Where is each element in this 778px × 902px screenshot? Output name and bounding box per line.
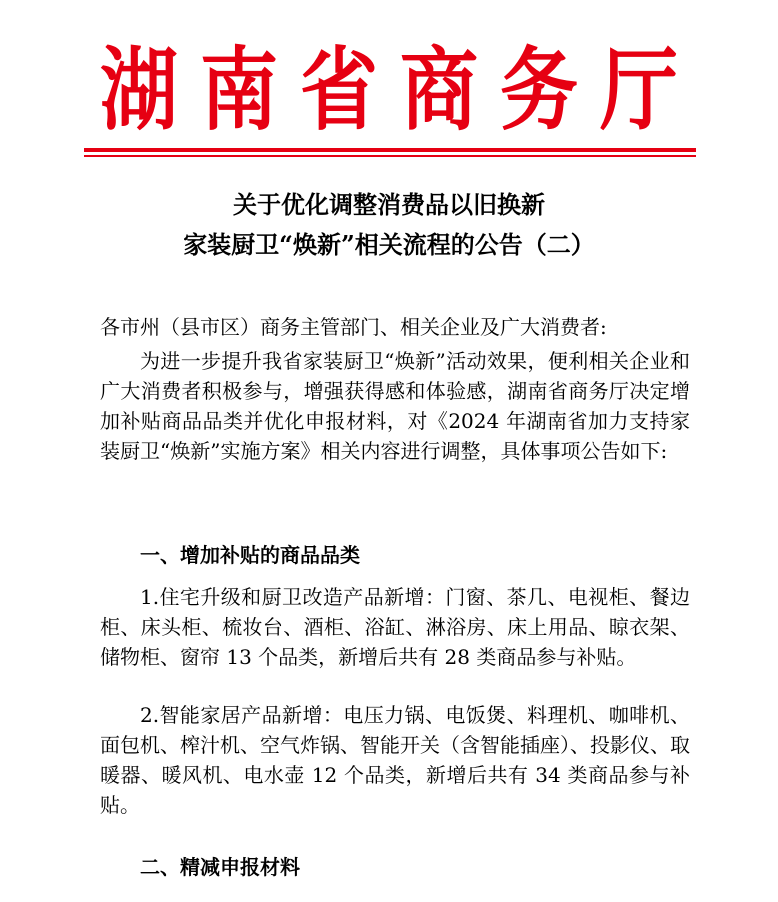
- section-2-heading: 二、精减申报材料: [140, 855, 300, 879]
- intro-paragraph: 为进一步提升我省家装厨卫“焕新”活动效果，便利相关企业和广大消费者积极参与，增强获得感和体验感，湖南省商务厅决定增加补贴商品品类并优化申报材料，对《2024 年湖南省加力支持家装厨卫“焕新”实施方案》相关内容进行调整，具体事项公告如下:: [100, 349, 690, 463]
- section-1-item-1: 1.住宅升级和厨卫改造产品新增：门窗、茶几、电视柜、餐边柜、床头柜、梳妆台、酒柜、浴缸、淋浴房、床上用品、晾衣架、储物柜、窗帘 13 个品类，新增后共有 28 类商品参与补贴。: [100, 585, 690, 669]
- section-1-item-2: 2.智能家居产品新增：电压力锅、电饭煲、料理机、咖啡机、面包机、榨汁机、空气炸锅、智能开关（含智能插座）、投影仪、取暖器、暖风机、电水壶 12 个品类，新增后共有 34 类商品参与补贴。: [100, 703, 690, 817]
- salutation: 各市州（县市区）商务主管部门、相关企业及广大消费者:: [100, 315, 607, 339]
- document-title-line-1: 关于优化调整消费品以旧换新: [233, 190, 545, 219]
- section-1-heading: 一、增加补贴的商品品类: [140, 543, 360, 567]
- header-red-rule-thick: [84, 148, 696, 152]
- document-title-line-2: 家装厨卫“焕新”相关流程的公告（二）: [183, 230, 595, 259]
- header-red-rule-thin: [84, 155, 696, 157]
- issuer-header: 湖南省商务厅: [99, 38, 700, 143]
